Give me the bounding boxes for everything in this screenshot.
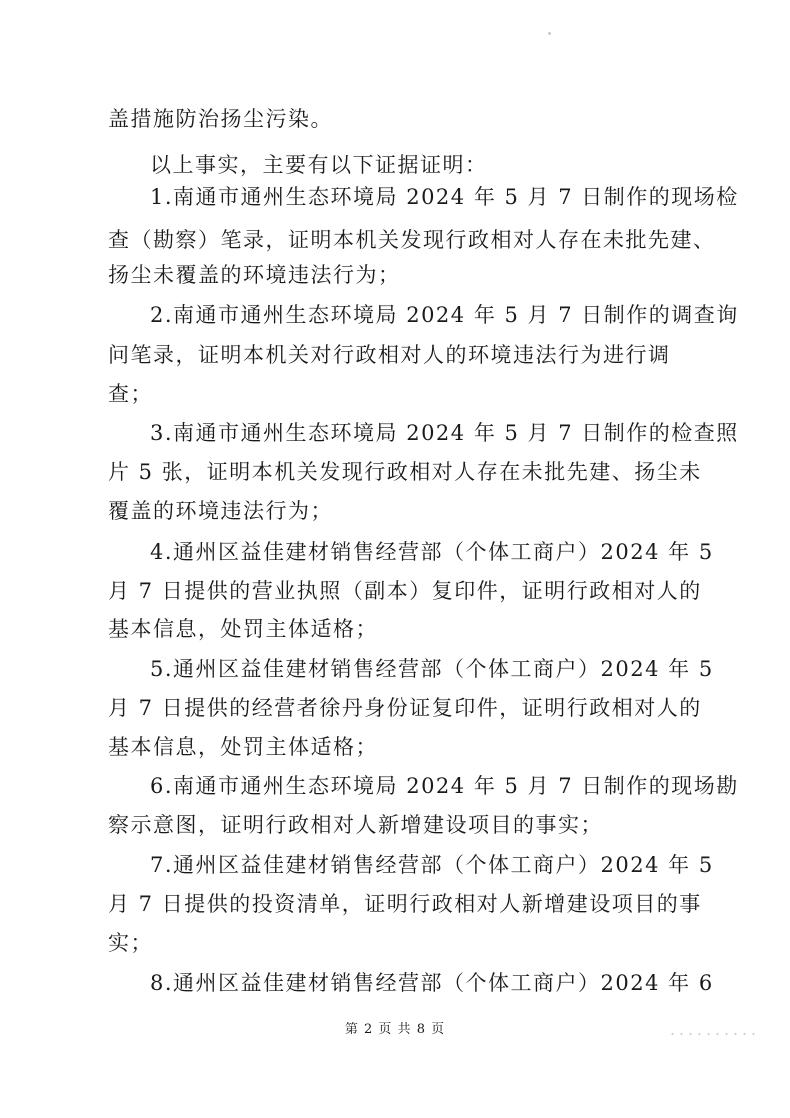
text-line: 月 7 日提供的投资清单，证明行政相对人新增建设项目的事 <box>108 892 702 916</box>
text-line: 以上事实，主要有以下证据证明： <box>150 153 488 177</box>
text-line: 扬尘未覆盖的环境违法行为； <box>108 263 401 287</box>
text-line: 问笔录，证明本机关对行政相对人的环境违法行为进行调 <box>108 343 671 367</box>
scan-artifact <box>668 1032 758 1036</box>
text-line: 2.南通市通州生态环境局 2024 年 5 月 7 日制作的调查询 <box>150 303 739 327</box>
page-number-footer: 第 2 页 共 8 页 <box>344 1022 446 1037</box>
text-line: 查； <box>108 382 153 406</box>
text-line: 7.通州区益佳建材销售经营部（个体工商户）2024 年 5 <box>150 853 714 877</box>
text-line: 基本信息，处罚主体适格； <box>108 617 378 641</box>
text-line: 覆盖的环境违法行为； <box>108 499 333 523</box>
text-line: 月 7 日提供的经营者徐丹身份证复印件，证明行政相对人的 <box>108 696 702 720</box>
text-line: 实； <box>108 931 153 955</box>
text-line: 盖措施防治扬尘污染。 <box>108 107 333 131</box>
scan-artifact <box>548 32 551 35</box>
text-line: 月 7 日提供的营业执照（副本）复印件，证明行政相对人的 <box>108 579 702 603</box>
text-line: 3.南通市通州生态环境局 2024 年 5 月 7 日制作的检查照 <box>150 421 739 445</box>
text-line: 查（勘察）笔录，证明本机关发现行政相对人存在未批先建、 <box>108 228 716 252</box>
text-line: 片 5 张，证明本机关发现行政相对人存在未批先建、扬尘未 <box>108 460 702 484</box>
text-line: 4.通州区益佳建材销售经营部（个体工商户）2024 年 5 <box>150 540 714 564</box>
text-line: 8.通州区益佳建材销售经营部（个体工商户）2024 年 6 <box>150 971 714 995</box>
text-line: 6.南通市通州生态环境局 2024 年 5 月 7 日制作的现场勘 <box>150 774 739 798</box>
text-line: 1.南通市通州生态环境局 2024 年 5 月 7 日制作的现场检 <box>150 185 739 209</box>
text-line: 5.通州区益佳建材销售经营部（个体工商户）2024 年 5 <box>150 657 714 681</box>
text-line: 基本信息，处罚主体适格； <box>108 735 378 759</box>
text-line: 察示意图，证明行政相对人新增建设项目的事实； <box>108 813 603 837</box>
